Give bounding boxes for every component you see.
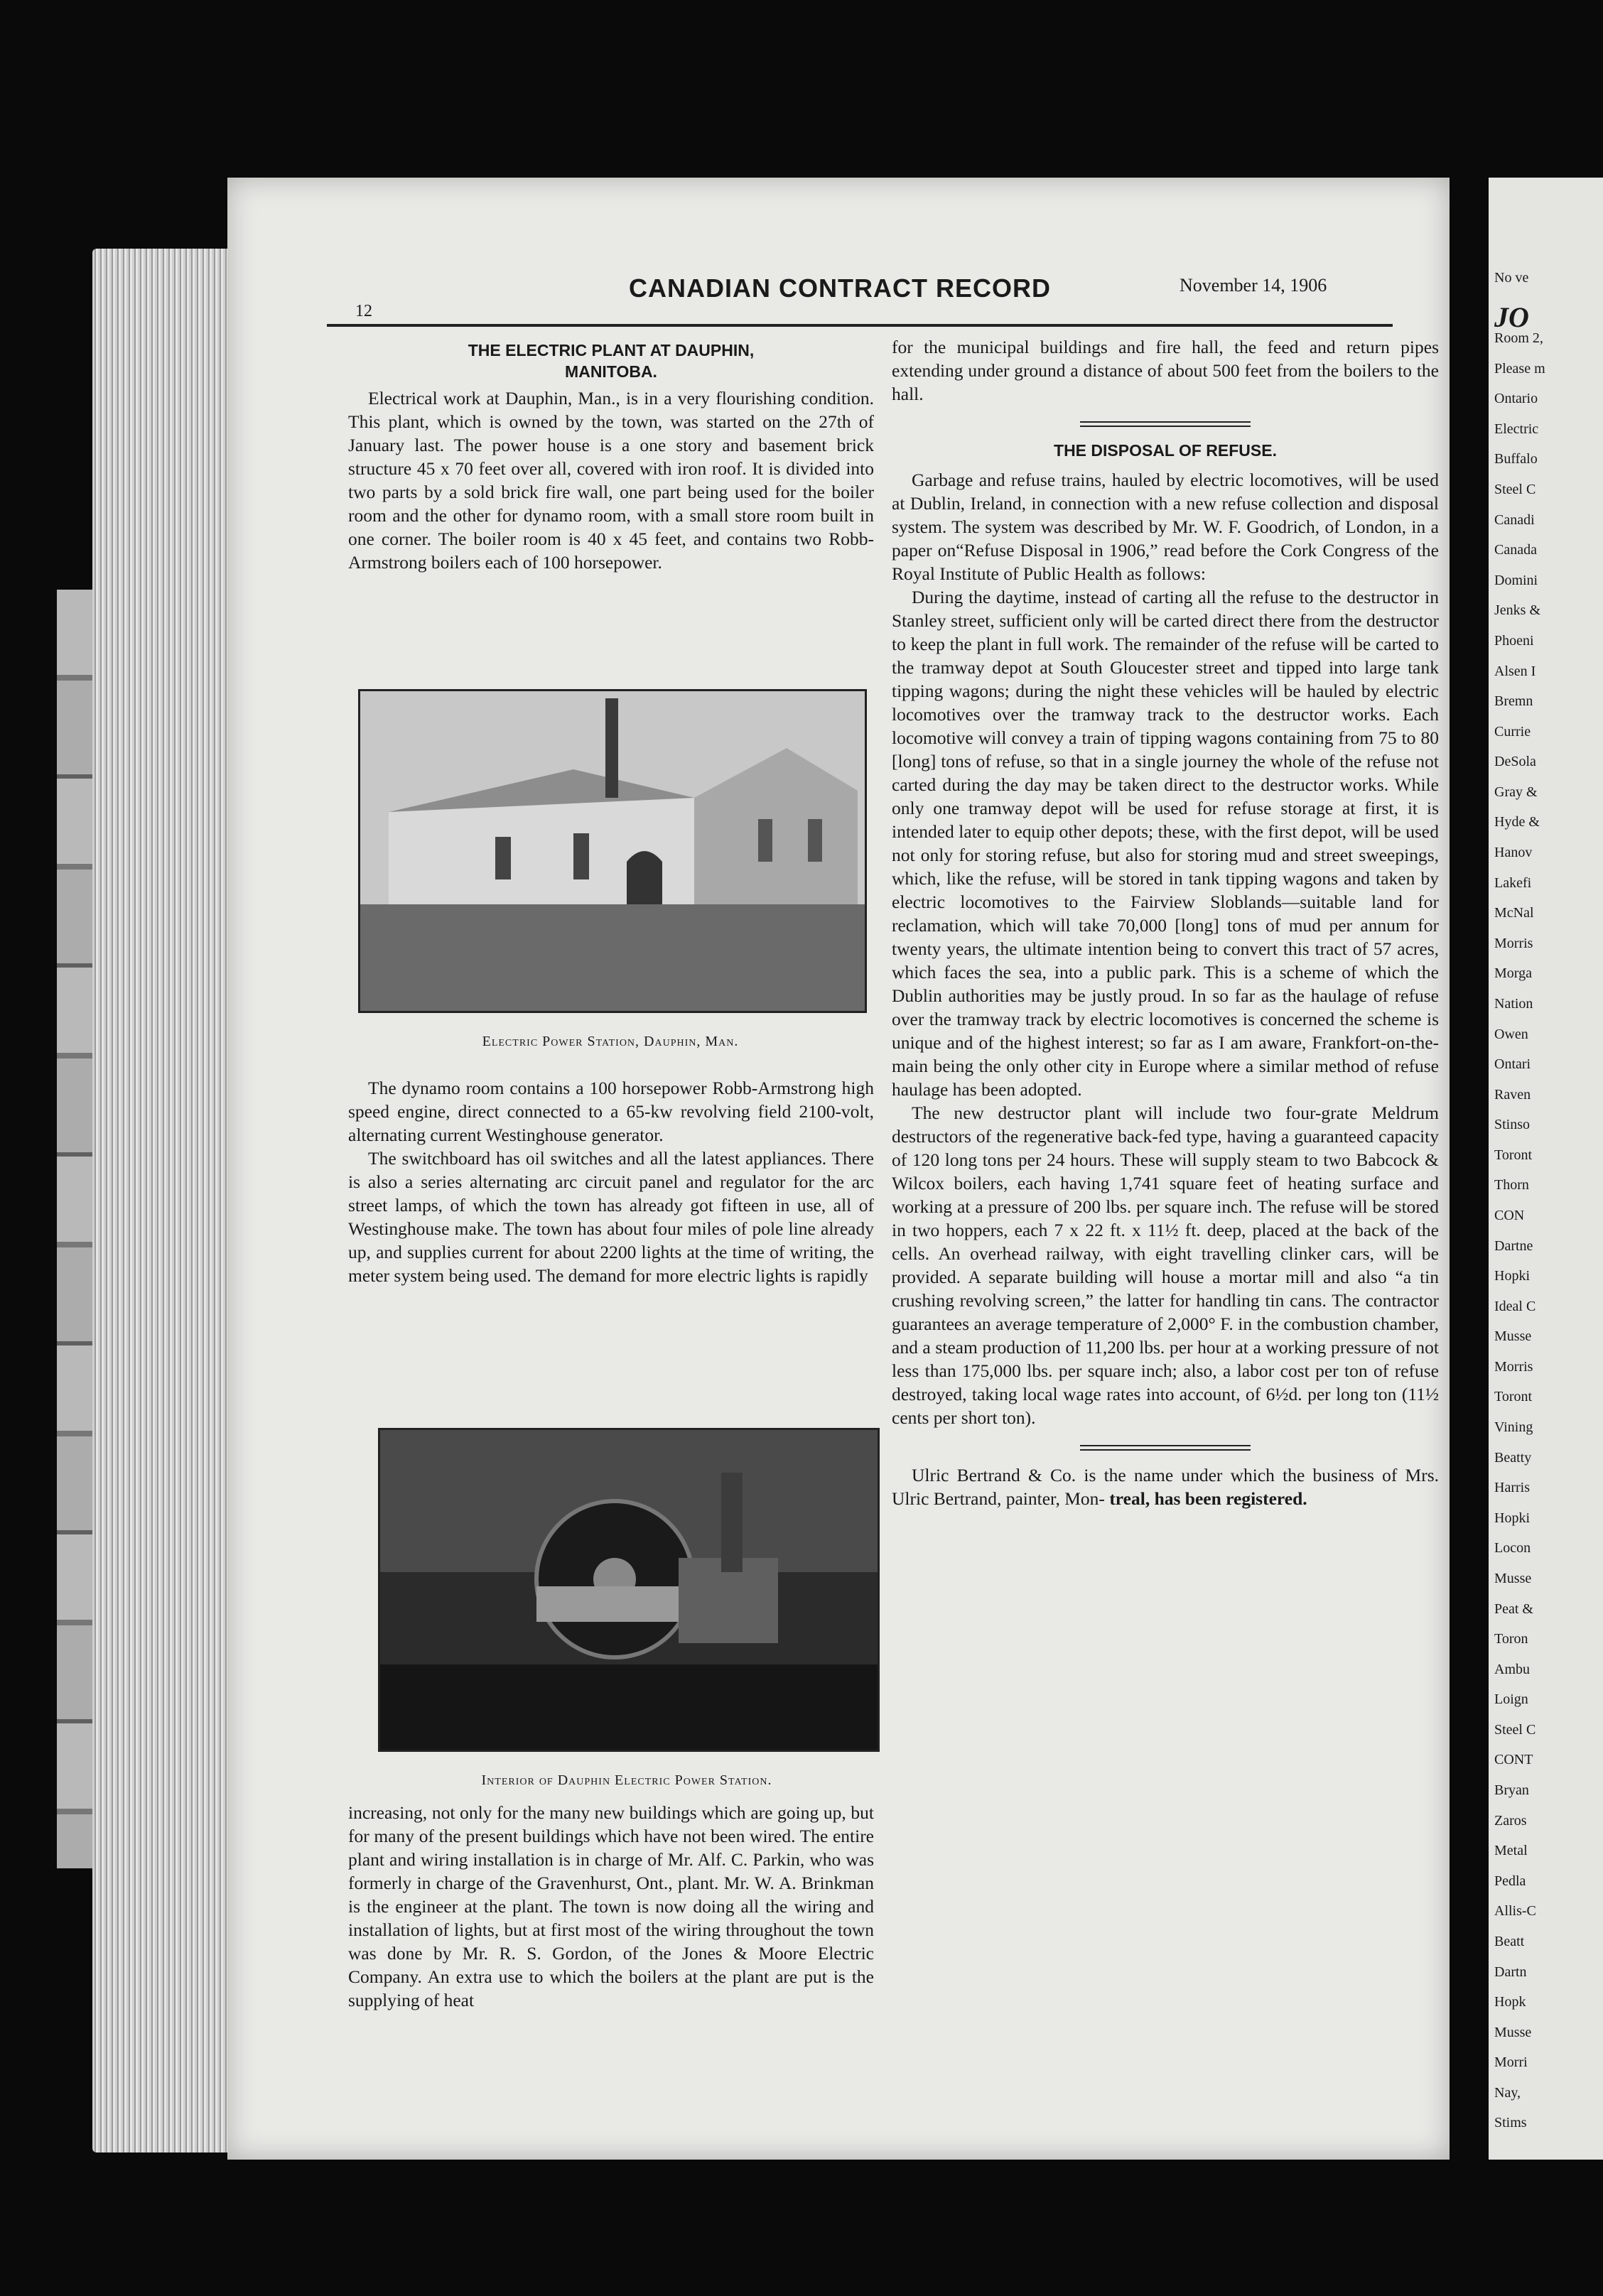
notice-paragraph [892,1463,1439,1510]
adjacent-page-text: CON [1494,1208,1525,1223]
adjacent-page-text: Musse [1494,1328,1532,1344]
adjacent-page-text: Peat & [1494,1601,1533,1617]
adjacent-page-text: Hopki [1494,1268,1530,1284]
article-paragraph: During the daytime, instead of carting all the refuse to the destructor in Stanley street, sufficient only will be carted direct there from the destructor to keep the plant in full work. The remainder of the refuse will be carted to the tramway depot at South Gloucester street and tipped into large tank tipping wagons; during the night these vehicles will be hauled by electric locomotives over the tramway track to the destructor works. Each locomotive will convey a train of tipping wagons containing from 75 to 80 [long] tons of refuse, so that in a single journey the whole of the refuse not carted during the day may be taken direct to the destructor works. While only one tramway depot will be used for refuse storage at first, it is intended later to equip other depots; these, with the first depot, will be used not only for storing refuse, but also for storing mud and street sweepings, which, like the refuse, will be stored in tank tipping wagons and taken by electric locomotives to the Fairview Sloblands—suitable land for reclamation, which will take 70,000 [long] tons of mud per annum for twenty years, the ultimate intention being to convert this tract of 57 acres, which faces the sea, into a public park. This is a scheme of which the Dublin authorities may be justly proud. In so far as the haulage of refuse over the tramway track by electric locomotives is concerned the scheme is unique and of the highest interest; so far as I am aware, Frankfort-on-the-main being the only other city in Europe where a similar method of refuse haulage has been adopted. [892,587,1439,1100]
adjacent-page-text: Bryan [1494,1782,1529,1798]
adjacent-page-text: Pedla [1494,1873,1526,1889]
photo-caption: Electric Power Station, Dauphin, Man. [482,1034,739,1049]
adjacent-page-text: Beatt [1494,1934,1525,1949]
adjacent-page-text: Electric [1494,421,1539,437]
adjacent-page-text: Canada [1494,542,1537,558]
adjacent-page-text: Please m [1494,361,1545,377]
adjacent-page-text: Morris [1494,936,1533,951]
article-electric-plant-bottom [348,1801,874,2012]
adjacent-page-text: Ideal C [1494,1299,1536,1314]
book-page [227,178,1450,2160]
page-block-edges [92,249,249,2152]
adjacent-page-text: Nay, [1494,2085,1521,2101]
adjacent-page-text: McNal [1494,905,1534,921]
adjacent-page-text: Domini [1494,573,1538,588]
right-column [892,335,1439,1510]
adjacent-page-text: Phoeni [1494,633,1534,649]
adjacent-page-text: Morri [1494,2054,1528,2070]
article-electric-plant-top [348,340,874,574]
adjacent-page-text: Morris [1494,1359,1533,1375]
article-heading: THE DISPOSAL OF REFUSE. [1054,441,1277,460]
adjacent-page-text: Dartne [1494,1238,1533,1254]
adjacent-page-text: Steel C [1494,1722,1536,1738]
section-divider [1080,421,1251,427]
adjacent-page-text: CONT [1494,1752,1533,1767]
adjacent-page-text: Locon [1494,1540,1531,1556]
adjacent-page-text: Ontari [1494,1056,1531,1072]
adjacent-page-text: Metal [1494,1843,1528,1858]
adjacent-page-text: Owen [1494,1027,1528,1042]
adjacent-page-text: Toront [1494,1389,1533,1404]
notice-text: Ulric Bertrand & Co. is the name under which the business of Mrs. Ulric Bertrand, painter, Mon- [892,1465,1439,1509]
adjacent-page-text: Vining [1494,1419,1533,1435]
adjacent-page-text: Harris [1494,1480,1530,1495]
adjacent-page-text: Hyde & [1494,814,1540,830]
adjacent-page-text: Thorn [1494,1177,1529,1193]
power-station-interior-photo [378,1428,880,1752]
adjacent-page-text: Morga [1494,965,1532,981]
adjacent-page-fragment [1489,178,1603,2160]
power-station-illustration [360,691,865,1011]
adjacent-page-text: Loign [1494,1691,1528,1707]
photo-caption: Interior of Dauphin Electric Power Station. [481,1772,772,1788]
adjacent-page-text: Beatty [1494,1450,1532,1466]
article-electric-plant-middle [348,1076,874,1287]
adjacent-page-text: Steel C [1494,482,1536,497]
adjacent-page-text: Musse [1494,2025,1532,2040]
page-header [355,274,1407,320]
issue-date: November 14, 1906 [1180,275,1327,296]
adjacent-page-text: Lakefi [1494,875,1532,891]
adjacent-page-text: Allis-C [1494,1903,1536,1919]
publication-title: CANADIAN CONTRACT RECORD [629,274,1051,303]
adjacent-page-text: JO [1494,301,1529,333]
page-number: 12 [355,302,372,320]
adjacent-page-text: Hanov [1494,845,1533,860]
adjacent-page-text: Ontario [1494,391,1538,406]
adjacent-page-text: Stinso [1494,1117,1531,1132]
adjacent-page-text: Raven [1494,1087,1531,1103]
adjacent-page-text: DeSola [1494,754,1536,769]
article-paragraph: The new destructor plant will include two four-grate Meldrum destructors of the regenerative back-fed type, having a guaranteed capacity of 120 long tons per 24 hours. These will supply steam to two Babcock & Wilcox boilers, each having 1,741 square feet of heating surface and working at a pressure of 200 lbs. per square inch. The refuse will be stored in two hoppers, each 7 x 22 ft. x 11½ ft. deep, placed at the back of the cells. An overhead railway, with eight travelling clinker cars, will be provided. A separate building will house a mortar mill and also “a tin crushing revolving screen,” the latter for handling tin cans. The contractor guarantees an average temperature of 2,000° F. in the combustion chamber, and a steam production of 11,200 lbs. per hour at a working pressure of not less than 175,000 lbs. per square inch; also, a labor cost per ton of refuse destroyed, taking local wage rates into account, of 6½d. per long ton (11½ cents per short ton). [892,1103,1439,1428]
adjacent-page-text: Toron [1494,1631,1528,1647]
article-paragraph: increasing, not only for the many new buildings which are going up, but for many of the present buildings which have not been wired. The entire plant and wiring installation is in charge of Mr. Alf. C. Parkin, who was formerly in charge of the Gravenhurst, Ont., plant. Mr. W. A. Brinkman is the engineer at the plant. The town is now doing all the wiring and installation of lights, but at first most of the wiring throughout the town was done by Mr. R. S. Gordon, of the Jones & Moore Electric Company. An extra use to which the boilers at the plant are put is the supplying of heat [348,1802,874,2010]
section-divider [1080,1445,1251,1451]
adjacent-page-text: No ve [1494,270,1529,286]
adjacent-page-text: Canadi [1494,512,1535,528]
header-rule [327,324,1393,327]
article-heading-line2: MANITOBA. [565,362,657,381]
adjacent-page-text: Hopk [1494,1994,1526,2010]
adjacent-page-text: Dartn [1494,1964,1527,1980]
adjacent-page-text: Nation [1494,996,1533,1012]
adjacent-page-text: Gray & [1494,784,1538,800]
adjacent-page-text: Musse [1494,1571,1532,1586]
power-station-photo [358,689,867,1013]
notice-text-bold: treal, has been registered. [1109,1488,1307,1509]
article-paragraph: The dynamo room contains a 100 horsepower Robb-Armstrong high speed engine, direct connected to a 65-kw revolving field 2100-volt, alternating current Westinghouse generator. [348,1078,874,1145]
adjacent-page-text: Alsen I [1494,664,1536,679]
article-paragraph: The switchboard has oil switches and all the latest appliances. There is also a series alternating arc circuit panel and regulator for the arc street lamps, of which the town has already got fifteen in use, all of Westinghouse make. The town has about four miles of pole line already up, and supplies current for about 2200 lights at the time of writing, the meter system being used. The demand for more electric lights is rapidly [348,1148,874,1286]
adjacent-page-text: Toront [1494,1147,1533,1163]
adjacent-page-text: Hopki [1494,1510,1530,1526]
article-paragraph: Garbage and refuse trains, hauled by electric locomotives, will be used at Dublin, Ireland, in connection with a new refuse collection and disposal system. The system was described by Mr. W. F. Goodrich, of London, in a paper on“Refuse Disposal in 1906,” read before the Cork Congress of the Royal Institute of Public Health as follows: [892,470,1439,584]
adjacent-page-text: Bremn [1494,693,1533,709]
adjacent-page-text: Currie [1494,724,1531,740]
article-heading-line1: THE ELECTRIC PLANT AT DAUPHIN, [468,341,755,359]
adjacent-page-text: Ambu [1494,1662,1530,1677]
adjacent-page-text: Jenks & [1494,602,1540,618]
adjacent-page-text: Stims [1494,2115,1527,2130]
engine-room-illustration [380,1430,878,1750]
adjacent-page-text: Zaros [1494,1813,1527,1829]
adjacent-page-text: Buffalo [1494,451,1538,467]
adjacent-page-text: Room 2, [1494,330,1543,346]
article-paragraph: Electrical work at Dauphin, Man., is in a very flourishing condition. This plant, which is owned by the town, was started on the 27th of January last. The power house is a one story and basement brick structure 45 x 70 feet over all, covered with iron roof. It is divided into two parts by a sold brick fire wall, one part being used for the boiler room and the other for dynamo room, with a small store room built in one corner. The boiler room is 40 x 45 feet, and contains two Robb-Armstrong boilers each of 100 horsepower. [348,388,874,573]
article-paragraph-continued: for the municipal buildings and fire hall, the feed and return pipes extending under ground a distance of about 500 feet from the boilers to the hall. [892,337,1439,404]
